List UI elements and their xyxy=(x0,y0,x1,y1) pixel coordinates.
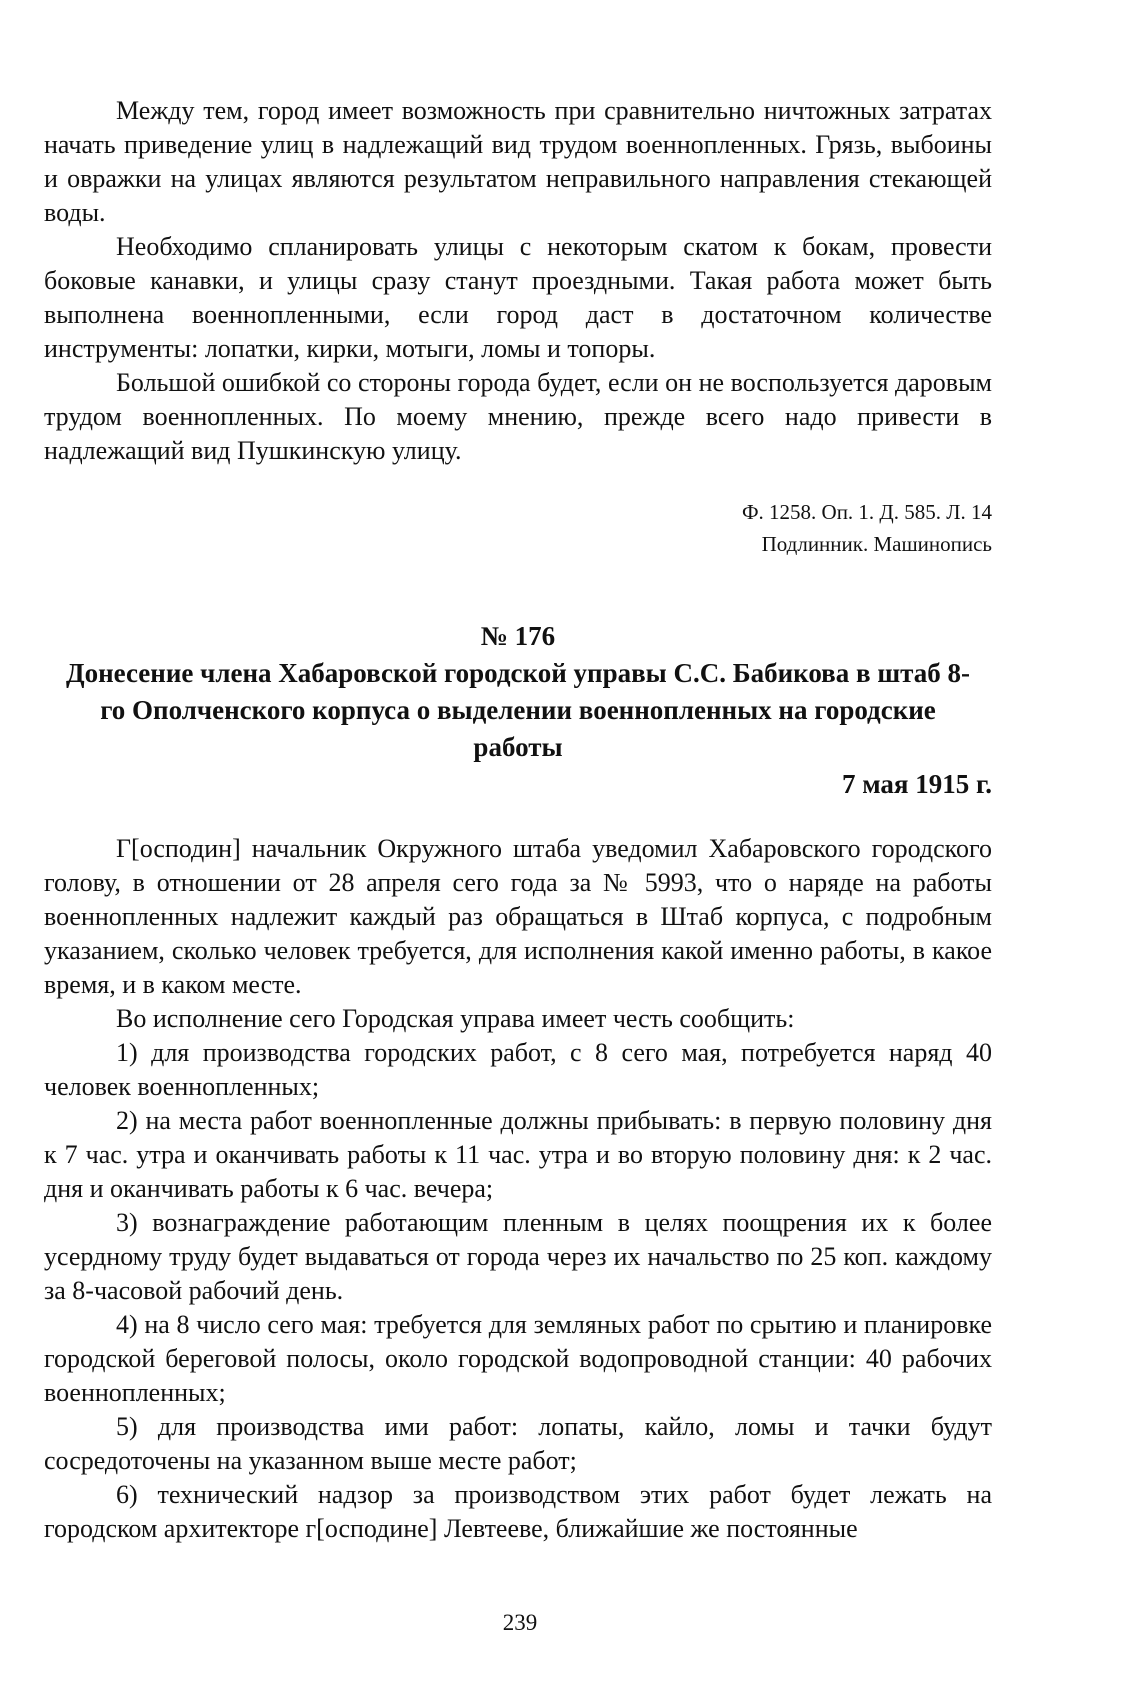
list-item: 6) технический надзор за производством этих работ будет лежать на городском архитекторе г[осподине] Левтееве, ближайшие же постоянные xyxy=(44,1480,992,1543)
document-number: № 176 xyxy=(480,621,556,651)
document-date: 7 мая 1915 г. xyxy=(841,769,992,799)
document-paragraph: Г[осподин] начальник Окружного штаба уведомил Хабаровского городского голову, в отношении от 28 апреля сего года за № 5993, что о наряде на работы военнопленных надлежит каждый раз обращаться в Штаб корпуса, с подробным указанием, сколько человек требуется, для исполнения какой именно работы, в какое время, и в каком месте. xyxy=(44,834,992,999)
intro-paragraph: Между тем, город имеет возможность при сравнительно ничтожных затратах начать приведение улиц в надлежащий вид трудом военнопленных. Грязь, выбоины и овражки на улицах являются результатом неправильного направления стекающей воды. xyxy=(44,96,992,227)
list-item: 4) на 8 число сего мая: требуется для земляных работ по срытию и планировке городской береговой полосы, около городской водопроводной станции: 40 рабочих военнопленных; xyxy=(44,1310,992,1407)
intro-paragraph: Необходимо спланировать улицы с некоторым скатом к бокам, провести боковые канавки, и улицы сразу станут проездными. Такая работа может быть выполнена военнопленными, если город даст в достаточном количестве инструменты: лопатки, кирки, мотыги, ломы и топоры. xyxy=(44,232,992,363)
list-item: 1) для производства городских работ, с 8 сего мая, потребуется наряд 40 человек военнопленных; xyxy=(44,1038,992,1101)
archive-reference: Ф. 1258. Оп. 1. Д. 585. Л. 14 xyxy=(741,500,992,524)
list-item: 2) на места работ военнопленные должны прибывать: в первую половину дня к 7 час. утра и оканчивать работы к 11 час. утра и во вторую половину дня: к 2 час. дня и оканчивать работы к 6 час. вечера; xyxy=(44,1106,992,1203)
page-number: 239 xyxy=(502,1610,538,1635)
page-body xyxy=(44,94,992,1546)
list-item: 3) вознаграждение работающим пленным в целях поощрения их к более усердному труду будет выдаваться от города через их начальство по 25 коп. каждому за 8-часовой рабочий день. xyxy=(44,1208,992,1305)
document-paragraph: Во исполнение сего Городская управа имеет честь сообщить: xyxy=(116,1004,795,1033)
list-item: 5) для производства ими работ: лопаты, кайло, ломы и тачки будут сосредоточены на указанном выше месте работ; xyxy=(44,1412,992,1475)
archive-note: Подлинник. Машинопись xyxy=(761,532,992,556)
intro-paragraph: Большой ошибкой со стороны города будет, если он не воспользуется даровым трудом военнопленных. По моему мнению, прежде всего надо привести в надлежащий вид Пушкинскую улицу. xyxy=(44,368,992,465)
document-title: Донесение члена Хабаровской городской управы С.С. Бабикова в штаб 8-го Ополченского корпуса о выделении военнопленных на городские работы xyxy=(66,658,970,762)
